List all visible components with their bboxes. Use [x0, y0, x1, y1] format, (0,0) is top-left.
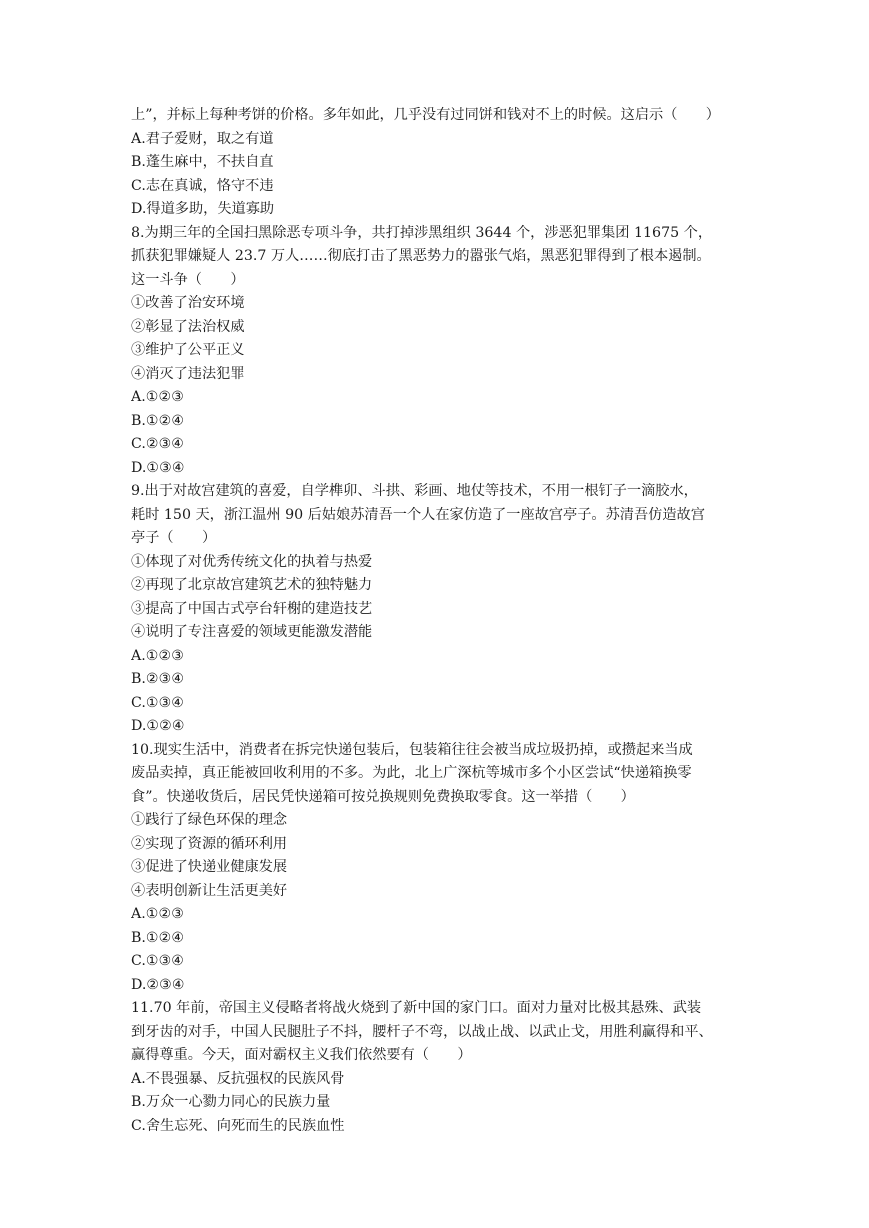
text-line: B.蓬生麻中，不扶自直: [131, 154, 274, 170]
text-line: 到牙齿的对手，中国人民腿肚子不抖，腰杆子不弯，以战止战、以武止戈，用胜利赢得和平、: [131, 1023, 713, 1040]
text-line: ②彰显了法治权威: [131, 318, 245, 335]
text-line: 抓获犯罪嫌疑人 23.7 万人……彻底打击了黑恶势力的嚣张气焰，黑恶犯罪得到了根本遏制。: [131, 248, 711, 264]
text-line: B.①②④: [131, 412, 185, 429]
text-line: D.①③④: [131, 459, 185, 476]
text-line: ①践行了绿色环保的理念: [131, 812, 288, 828]
text-line: A.①②③: [131, 906, 184, 922]
text-line: D.②③④: [131, 976, 185, 993]
text-line: C.①③④: [131, 953, 185, 969]
text-line: 废品卖掉，真正能被回收利用的不多。为此，北上广深杭等城市多个小区尝试“快递箱换零: [131, 765, 692, 781]
text-line: B.万众一心勠力同心的民族力量: [131, 1094, 331, 1110]
text-line: 这一斗争（ ）: [131, 271, 245, 288]
text-line: D.得道多助，失道寡助: [131, 201, 275, 217]
text-line: ③促进了快递业健康发展: [131, 859, 288, 875]
text-line: 8.为期三年的全国扫黑除恶专项斗争，共打掉涉黑组织 3644 个，涉恶犯罪集团 11675 个，: [131, 224, 713, 241]
text-line: A.君子爱财，取之有道: [131, 130, 274, 147]
text-line: B.②③④: [131, 671, 185, 687]
text-line: 10.现实生活中，消费者在拆完快递包装后，包装箱往往会被当成垃圾扔掉，或攒起来当成: [131, 741, 693, 758]
page-content: [131, 104, 751, 1138]
text-line: A.①②③: [131, 647, 184, 664]
text-line: A.不畏强暴、反抗强权的民族风骨: [131, 1070, 345, 1087]
text-line: C.舍生忘死、向死而生的民族血性: [131, 1117, 345, 1134]
text-line: ③维护了公平正义: [131, 342, 245, 358]
text-line: C.①③④: [131, 694, 185, 711]
text-line: ④消灭了违法犯罪: [131, 365, 245, 382]
text-line: A.①②③: [131, 389, 184, 405]
text-line: 赢得尊重。今天，面对霸权主义我们依然要有（ ）: [131, 1047, 472, 1063]
text-line: C.志在真诚，恪守不违: [131, 177, 274, 194]
text-line: 11.70 年前，帝国主义侵略者将战火烧到了新中国的家门口。面对力量对比极其悬殊、武装: [131, 1000, 702, 1016]
text-line: D.①②④: [131, 718, 185, 734]
text-line: 食”。快递收货后，居民凭快递箱可按兑换规则免费换取零食。这一举措（ ）: [131, 788, 635, 805]
text-line: ④表明创新让生活更美好: [131, 882, 288, 899]
text-line: B.①②④: [131, 929, 185, 946]
text-line: 耗时 150 天，浙江温州 90 后姑娘苏清吾一个人在家仿造了一座故宫亭子。苏清吾仿造故宫: [131, 506, 705, 523]
text-line: ①体现了对优秀传统文化的执着与热爱: [131, 553, 373, 570]
text-line: ①改善了治安环境: [131, 295, 245, 311]
text-line: ②实现了资源的循环利用: [131, 835, 288, 852]
text-line: ③提高了中国古式亭台轩榭的建造技艺: [131, 600, 373, 617]
text-line: C.②③④: [131, 436, 185, 452]
text-line: 9.出于对故宫建筑的喜爱，自学榫卯、斗拱、彩画、地仗等技术，不用一根钉子一滴胶水，: [131, 483, 698, 499]
text-line: 亭子（ ）: [131, 530, 217, 546]
text-line: ②再现了北京故宫建筑艺术的独特魅力: [131, 577, 373, 593]
text-line: 上”，并标上每种考饼的价格。多年如此，几乎没有过同饼和钱对不上的时候。这启示（ ）: [131, 107, 720, 123]
text-line: ④说明了专注喜爱的领域更能激发潜能: [131, 624, 373, 640]
